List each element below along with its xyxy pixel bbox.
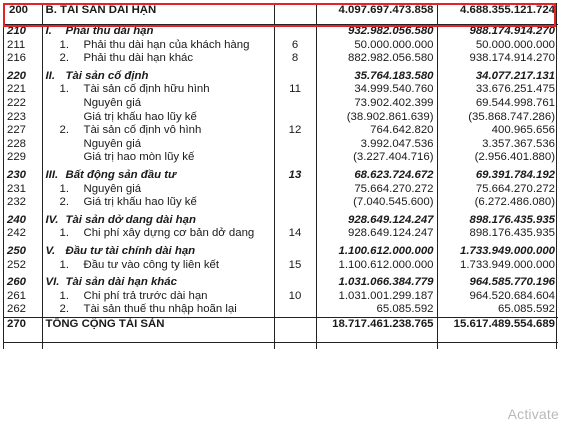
row-end-value: 4.097.697.473.858 [316,4,437,25]
row-note: 12 [274,124,316,138]
row-code: 210 [7,25,27,37]
row-begin-value: 75.664.270.272 [437,183,558,197]
section-row [4,210,558,228]
row-code: 250 [7,244,27,257]
row-end-value: 65.085.592 [316,303,437,317]
line-item-row [4,196,558,210]
row-begin-value: 898.176.435.935 [437,227,558,241]
row-code: 270 [4,317,42,342]
line-item-row [4,227,558,241]
row-code: 228 [7,137,27,150]
row-note: 10 [274,290,316,304]
row-prefix: 2. [59,196,69,209]
row-label: Giá trị khấu hao lũy kế [83,196,197,209]
row-prefix: 2. [59,52,69,65]
row-note [274,303,316,317]
row-end-value: 928.649.124.247 [316,210,437,228]
row-begin-value: 400.965.656 [437,124,558,138]
row-end-value: 1.031.066.384.779 [316,272,437,290]
row-prefix: II. [45,69,55,82]
row-prefix: III. [45,168,59,181]
row-begin-value: 964.585.770.196 [437,272,558,290]
row-prefix: 1. [59,289,69,302]
row-label: Tài sản cố định vô hình [83,124,202,137]
row-prefix [46,111,84,125]
row-label: Tài sản dài hạn khác [65,276,177,289]
row-begin-value: 1.733.949.000.000 [437,259,558,273]
row-end-value: 75.664.270.272 [316,183,437,197]
row-code: 211 [7,38,26,51]
section-b-row [4,4,558,25]
section-row [4,66,558,84]
row-code: 200 [4,4,42,25]
balance-sheet-table [4,4,558,317]
line-item-row [4,83,558,97]
row-begin-value: (35.868.747.286) [437,111,558,125]
row-code: 222 [7,96,27,109]
row-note [274,196,316,210]
row-label-cell [42,66,274,84]
row-end-value: 34.999.540.760 [316,83,437,97]
row-code: 223 [7,110,27,123]
row-note [274,241,316,259]
row-label: Tài sản cố định [65,69,149,82]
row-label: Giá trị khấu hao lũy kế [83,110,197,123]
row-end-value: 1.100.612.000.000 [316,241,437,259]
row-label: Nguyên giá [83,96,142,109]
row-prefix: 1. [59,38,69,51]
row-begin-value: 898.176.435.935 [437,210,558,228]
table-tail-row [4,342,558,349]
row-label: Chi phí trả trước dài hạn [83,289,208,302]
row-end-value: 68.623.724.672 [316,165,437,183]
row-code: 231 [7,182,27,195]
row-code: 252 [7,258,27,271]
line-item-row [4,138,558,152]
row-label: Nguyên giá [83,137,142,150]
line-item-row [4,303,558,317]
row-label-cell [42,138,274,152]
row-begin-value: 69.391.784.192 [437,165,558,183]
row-note: 15 [274,259,316,273]
row-begin-value: 15.617.489.554.689 [437,317,558,342]
row-note [274,4,316,25]
row-note: 14 [274,227,316,241]
row-prefix: IV. [45,213,59,226]
row-prefix: 1. [59,182,69,195]
row-note: 8 [274,52,316,66]
row-code: 221 [7,83,27,96]
row-note [274,183,316,197]
row-label-cell [42,25,274,39]
row-label: Chi phí xây dựng cơ bản dở dang [83,227,255,240]
row-code: 230 [7,168,27,181]
line-item-row [4,151,558,165]
row-prefix: 1. [59,227,69,240]
row-label: Đầu tư tài chính dài hạn [65,244,196,257]
row-end-value: 882.982.056.580 [316,52,437,66]
row-code: 229 [7,151,27,164]
row-code: 216 [7,52,27,65]
row-code: 261 [7,289,27,302]
row-end-value: (7.040.545.600) [316,196,437,210]
row-begin-value: 1.733.949.000.000 [437,241,558,259]
section-row [4,272,558,290]
row-label: Đầu tư vào công ty liên kết [83,258,220,271]
row-prefix [46,151,84,165]
line-item-row [4,39,558,53]
row-end-value: 35.764.183.580 [316,66,437,84]
row-label: Tài sản thuế thu nhập hoãn lại [83,303,237,316]
row-begin-value: 69.544.998.761 [437,97,558,111]
row-begin-value: 33.676.251.475 [437,83,558,97]
row-note [274,111,316,125]
row-label: Phải thu dài hạn của khách hàng [83,38,250,51]
section-row [4,165,558,183]
row-prefix: I. [45,25,52,37]
row-label-cell [42,210,274,228]
row-end-value: 18.717.461.238.765 [316,317,437,342]
row-label-cell [42,111,274,125]
row-note [274,138,316,152]
row-note [274,317,316,342]
row-begin-value: 964.520.684.604 [437,290,558,304]
row-label: Phải thu dài hạn [65,25,154,37]
row-end-value: (38.902.861.639) [316,111,437,125]
row-label: B. TÀI SẢN DÀI HẠN [42,4,274,25]
section-row [4,25,558,39]
row-note [274,66,316,84]
row-end-value: 1.031.001.299.187 [316,290,437,304]
total-row [4,317,558,342]
row-label-cell [42,196,274,210]
row-label: Tài sản dở dang dài hạn [65,213,196,226]
line-item-row [4,97,558,111]
row-note [274,272,316,290]
line-item-row [4,183,558,197]
row-note [274,25,316,39]
row-label-cell [42,124,274,138]
row-prefix: VI. [45,276,60,289]
row-code: 240 [7,213,27,226]
row-prefix: 2. [59,303,69,316]
row-end-value: 932.982.056.580 [316,25,437,39]
row-begin-value: 65.085.592 [437,303,558,317]
row-code: 232 [7,196,27,209]
row-begin-value: 34.077.217.131 [437,66,558,84]
row-prefix: 1. [59,258,69,271]
row-label: Giá trị hao mòn lũy kế [83,151,195,164]
row-label: TỔNG CỘNG TÀI SẢN [42,317,274,342]
activate-watermark: Activate [507,406,559,422]
row-note: 13 [274,165,316,183]
row-code: 260 [7,276,27,289]
row-label-cell [42,241,274,259]
row-note [274,151,316,165]
row-label-cell [42,272,274,290]
row-note [274,97,316,111]
row-note: 6 [274,39,316,53]
row-label: Tài sản cố định hữu hình [83,83,210,96]
row-code: 242 [7,227,27,240]
line-item-row [4,52,558,66]
row-label-cell [42,165,274,183]
row-begin-value: (2.956.401.880) [437,151,558,165]
row-code: 262 [7,303,27,316]
row-prefix [46,97,84,111]
row-note: 11 [274,83,316,97]
row-label: Nguyên giá [83,182,142,195]
row-prefix: V. [45,244,56,257]
row-label-cell [42,183,274,197]
row-label-cell [42,52,274,66]
line-item-row [4,111,558,125]
row-label: Bất động sản đầu tư [65,168,177,181]
row-prefix: 1. [59,83,69,96]
row-label-cell [42,151,274,165]
row-code: 220 [7,69,27,82]
row-begin-value: (6.272.486.080) [437,196,558,210]
row-label: Phải thu dài hạn khác [83,52,194,65]
row-begin-value: 50.000.000.000 [437,39,558,53]
line-item-row [4,290,558,304]
row-label-cell [42,39,274,53]
row-end-value: 50.000.000.000 [316,39,437,53]
line-item-row [4,124,558,138]
row-end-value: 1.100.612.000.000 [316,259,437,273]
row-prefix [46,138,84,152]
total-table [4,317,558,349]
row-end-value: (3.227.404.716) [316,151,437,165]
row-code: 227 [7,124,27,137]
row-end-value: 928.649.124.247 [316,227,437,241]
section-row [4,241,558,259]
balance-sheet [3,3,557,349]
row-begin-value: 938.174.914.270 [437,52,558,66]
row-begin-value: 988.174.914.270 [437,25,558,39]
row-end-value: 764.642.820 [316,124,437,138]
row-end-value: 3.992.047.536 [316,138,437,152]
row-label-cell [42,290,274,304]
row-note [274,210,316,228]
row-prefix: 2. [59,124,69,137]
row-label-cell [42,227,274,241]
row-label-cell [42,259,274,273]
row-label-cell [42,303,274,317]
row-label-cell [42,83,274,97]
row-begin-value: 3.357.367.536 [437,138,558,152]
line-item-row [4,259,558,273]
row-begin-value: 4.688.355.121.724 [437,4,558,25]
row-end-value: 73.902.402.399 [316,97,437,111]
row-label-cell [42,97,274,111]
